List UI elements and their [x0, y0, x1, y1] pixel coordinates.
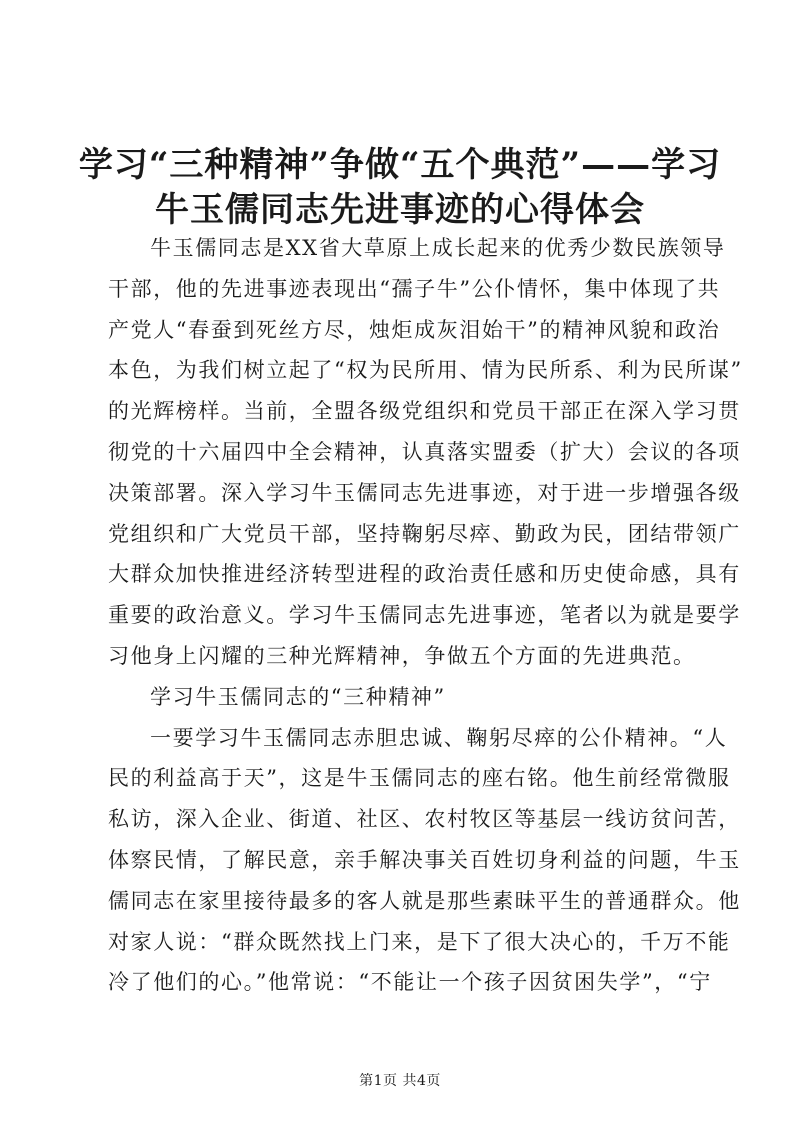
paragraph-1-line: 牛玉儒同志是XX省大草原上成长起来的优秀少数民族领导 [150, 236, 726, 260]
paragraph-1-line: 决策部署。深入学习牛玉儒同志先进事迹，对于进一步增强各级 [108, 480, 741, 505]
document-title-line-2: 牛玉儒同志先进事迹的心得体会 [155, 190, 645, 230]
paragraph-1-line: 彻党的十六届四中全会精神，认真落实盟委（扩大）会议的各项 [108, 439, 741, 464]
paragraph-2-line: 民的利益高于天”，这是牛玉儒同志的座右铭。他生前经常微服 [108, 766, 731, 791]
document-title-line-1: 学习“三种精神”争做“五个典范”——学习 [78, 145, 722, 185]
paragraph-1-line: 党组织和广大党员干部，坚持鞠躬尽瘁、勤政为民，团结带领广 [108, 521, 741, 546]
paragraph-2-line: 儒同志在家里接待最多的客人就是那些素昧平生的普通群众。他 [108, 888, 741, 913]
paragraph-1-line: 本色，为我们树立起了“权为民所用、情为民所系、利为民所谋” [108, 358, 743, 383]
paragraph-1-line: 大群众加快推进经济转型进程的政治责任感和历史使命感，具有 [108, 562, 741, 587]
paragraph-2-line: 私访，深入企业、街道、社区、农村牧区等基层一线访贫问苦， [108, 807, 741, 832]
paragraph-1-line: 重要的政治意义。学习牛玉儒同志先进事迹，笔者以为就是要学 [108, 603, 741, 628]
paragraph-1-line: 的光辉榜样。当前，全盟各级党组织和党员干部正在深入学习贯 [108, 399, 741, 424]
paragraph-1-line: 产党人“春蚕到死丝方尽，烛炬成灰泪始干”的精神风貌和政治 [108, 317, 721, 342]
paragraph-2-line: 对家人说：“群众既然找上门来，是下了很大决心的，千万不能 [108, 929, 731, 954]
section-heading: 学习牛玉儒同志的“三种精神” [150, 684, 446, 709]
document-body [108, 228, 743, 1003]
paragraph-2-line: 体察民情，了解民意，亲手解决事关百姓切身利益的问题，牛玉 [108, 847, 741, 872]
paragraph-2-line: 冷了他们的心。”他常说：“不能让一个孩子因贫困失学”，“宁 [108, 970, 712, 995]
paragraph-1-line: 习他身上闪耀的三种光辉精神，争做五个方面的先进典范。 [108, 643, 696, 668]
page-number-footer: 第1页 共4页 [359, 1073, 441, 1089]
paragraph-1-line: 干部，他的先进事迹表现出“孺子牛”公仆情怀，集中体现了共 [108, 276, 721, 301]
paragraph-2-line: 一要学习牛玉儒同志赤胆忠诚、鞠躬尽瘁的公仆精神。“人 [150, 725, 728, 750]
